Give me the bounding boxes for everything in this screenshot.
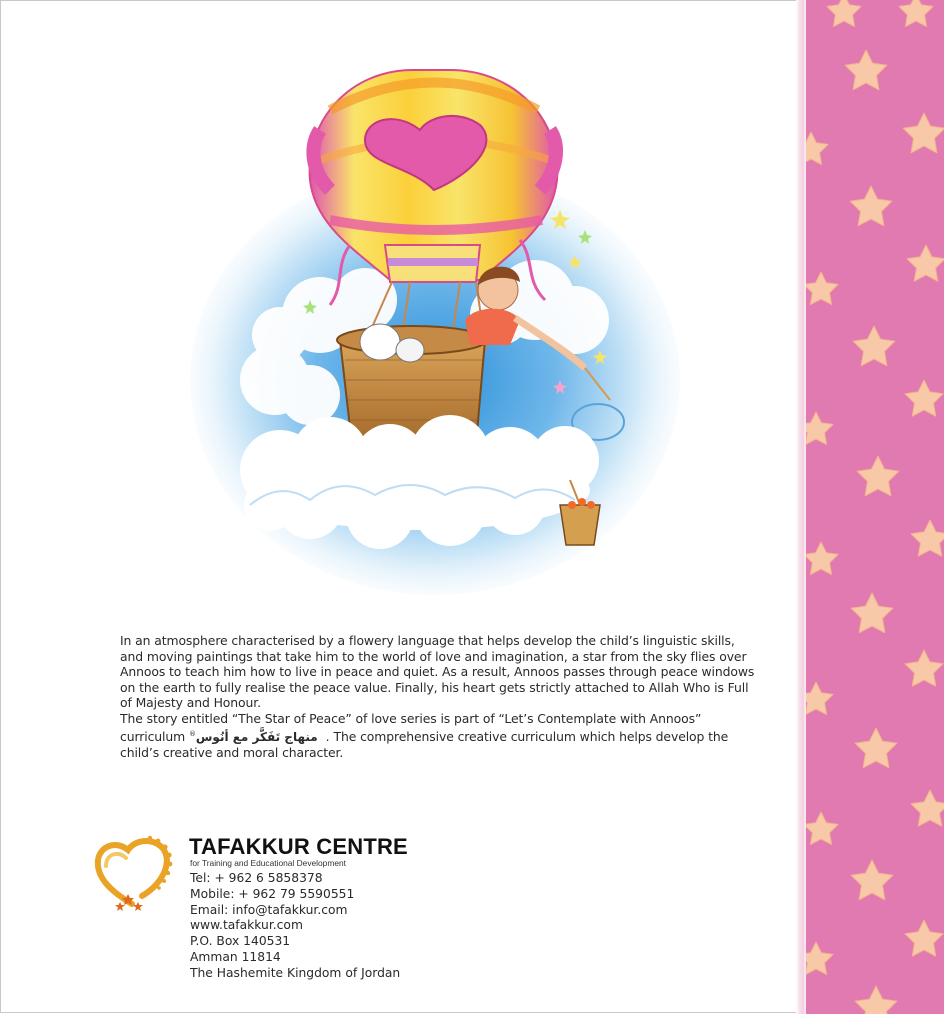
decorative-star-icon <box>851 860 893 900</box>
description-paragraph: In an atmosphere characterised by a flowery language that helps develop the child’s linguistic skills, and moving paintings that take him to the world of love and imagination, a star from the sky flies over Annoos to teach him how to live in peace and quiet. As a result, Annoos passes through peace windows on the earth to fully realise the peace value. Finally, his heart gets strictly attached to Allah Who is Full of Majesty and Honour. <box>120 633 755 711</box>
decorative-star-icon <box>806 412 833 445</box>
curriculum-paragraph <box>120 711 760 761</box>
decorative-star-icon <box>827 0 861 27</box>
mobile-line: Mobile: + 962 79 5590551 <box>190 886 355 901</box>
decorative-star-icon <box>911 790 944 826</box>
organization-name: TAFAKKUR CENTRE <box>189 834 408 859</box>
po-box-line: P.O. Box 140531 <box>190 934 291 949</box>
story-description <box>120 633 760 761</box>
decorative-star-icon <box>851 593 893 633</box>
decorative-star-icon <box>806 272 838 305</box>
decorative-star-icon <box>806 132 828 165</box>
decorative-star-icon <box>907 245 944 281</box>
decorative-star-icon <box>850 186 892 226</box>
arabic-curriculum-name: منهاج تَفَكَّر مع أنُوس <box>195 729 318 744</box>
country-line: The Hashemite Kingdom of Jordan <box>190 965 401 980</box>
contact-details <box>190 871 400 982</box>
organization-tagline: for Training and Educational Development <box>190 858 346 868</box>
decorative-star-icon <box>806 682 833 715</box>
decorative-star-icon <box>911 520 944 556</box>
decorative-star-icon <box>903 113 944 153</box>
strip-edge <box>796 0 806 1014</box>
balloon-illustration <box>180 50 690 620</box>
star-pattern <box>806 0 944 1014</box>
decorative-star-icon <box>806 812 838 845</box>
decorative-star-icon <box>905 650 943 686</box>
pink-star-strip <box>806 0 944 1014</box>
decorative-star-icon <box>855 728 897 768</box>
curriculum-text-end: . The comprehensive creative curriculum which helps develop the child’s creative and moral character. <box>120 728 729 761</box>
email-line[interactable]: Email: info@tafakkur.com <box>190 902 348 917</box>
decorative-star-icon <box>853 326 895 366</box>
curriculum-text-start: The story entitled “The Star of Peace” of love series is part of “Let’s Contemplate with Annoos” curriculum <box>120 710 702 744</box>
decorative-star-icon <box>905 380 943 416</box>
city-line: Amman 11814 <box>190 949 281 964</box>
decorative-star-icon <box>806 542 838 575</box>
decorative-star-icon <box>899 0 933 27</box>
decorative-star-icon <box>905 920 943 956</box>
phone-line: Tel: + 962 6 5858378 <box>190 871 323 885</box>
decorative-star-icon <box>855 986 897 1014</box>
decorative-star-icon <box>806 942 833 975</box>
website-link[interactable]: www.tafakkur.com <box>190 918 303 933</box>
decorative-star-icon <box>857 456 899 496</box>
decorative-star-icon <box>845 50 887 90</box>
registered-mark: ® <box>188 729 196 738</box>
tafakkur-logo-icon <box>92 832 174 914</box>
